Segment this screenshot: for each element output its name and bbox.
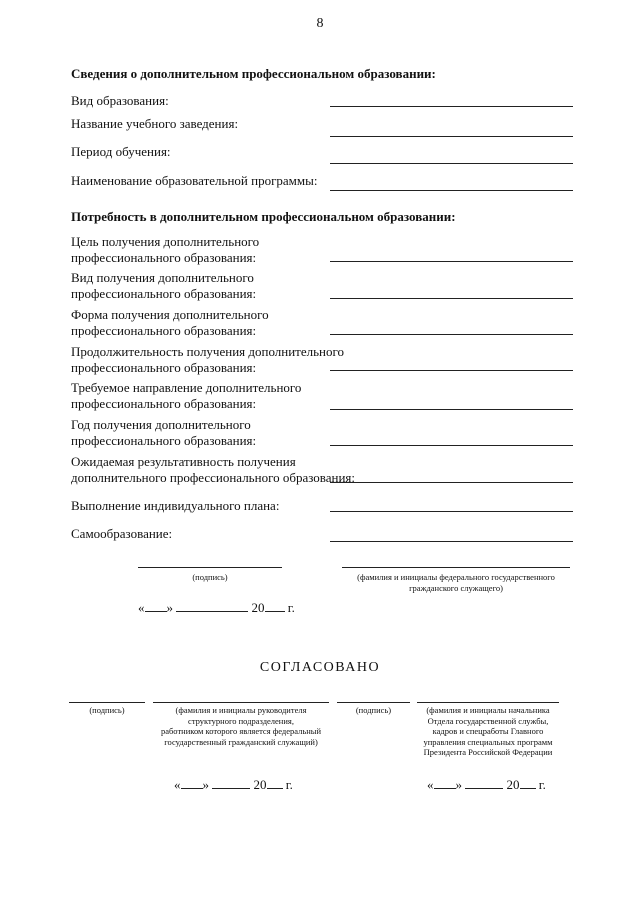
field-label-expected-result [71, 454, 355, 486]
caption-line: Президента Российской Федерации [423, 747, 553, 757]
field-label-line: профессионального образования: [71, 250, 257, 265]
field-label-line: Цель получения дополнительного [71, 234, 260, 249]
page-number: 8 [316, 16, 324, 31]
signature-caption: (подпись) [192, 572, 228, 582]
field-label-line: Форма получения дополнительного [71, 307, 269, 322]
field-label-self-education: Самообразование: [71, 526, 173, 541]
month-blank[interactable] [465, 777, 503, 789]
name-line-right[interactable] [417, 702, 559, 703]
date-field-right[interactable] [427, 777, 546, 793]
caption-line: государственный гражданский служащий) [164, 736, 318, 747]
field-label-line: профессионального образования: [71, 286, 257, 301]
date-field-left[interactable] [174, 777, 293, 793]
field-line-expected-result[interactable] [330, 482, 573, 483]
field-label-kind [71, 270, 256, 302]
day-blank[interactable] [434, 777, 456, 789]
close-quote: » [166, 600, 173, 615]
caption-line: гражданского служащего) [409, 582, 503, 593]
signature-line-right[interactable] [337, 702, 410, 703]
field-label-program-name: Наименование образовательной программы: [71, 173, 318, 188]
caption-line: (фамилия и инициалы начальника [426, 705, 550, 715]
year-suffix: г. [538, 777, 546, 792]
field-label-line: Вид получения дополнительного [71, 270, 254, 285]
open-quote: « [427, 777, 434, 792]
year-prefix: 20 [253, 777, 267, 792]
field-label-line: Продолжительность получения дополнительного [71, 344, 345, 359]
year-suffix: г. [287, 600, 295, 615]
year-prefix: 20 [251, 600, 265, 615]
field-label-duration [71, 344, 344, 376]
field-line-duration[interactable] [330, 370, 573, 371]
date-field[interactable] [138, 600, 295, 616]
name-line-left[interactable] [153, 702, 329, 703]
year-suffix: г. [285, 777, 293, 792]
field-label-form [71, 307, 269, 339]
field-label-study-period: Период обучения: [71, 144, 171, 159]
caption-line: работником которого является федеральный [160, 726, 322, 736]
caption-line: кадров и спецработы Главного [432, 726, 544, 736]
field-label-line: Требуемое направление дополнительного [71, 380, 302, 395]
field-line-institution-name[interactable] [330, 136, 573, 137]
field-line-goal[interactable] [330, 261, 573, 262]
field-label-direction [71, 380, 301, 412]
year-prefix: 20 [506, 777, 520, 792]
name-caption-right [410, 705, 566, 758]
field-line-year[interactable] [330, 445, 573, 446]
caption-line: Отдела государственной службы, [427, 715, 549, 726]
field-line-self-education[interactable] [330, 541, 573, 542]
year-blank[interactable] [520, 777, 536, 789]
field-line-direction[interactable] [330, 409, 573, 410]
close-quote: » [455, 777, 462, 792]
close-quote: » [202, 777, 209, 792]
day-blank[interactable] [145, 600, 167, 612]
field-label-line: профессионального образования: [71, 433, 257, 448]
name-line[interactable] [342, 567, 570, 568]
field-label-year [71, 417, 256, 449]
field-line-individual-plan[interactable] [330, 511, 573, 512]
field-line-form[interactable] [330, 334, 573, 335]
field-label-line: профессионального образования: [71, 396, 257, 411]
field-label-individual-plan: Выполнение индивидуального плана: [71, 498, 280, 513]
signature-line[interactable] [138, 567, 282, 568]
day-blank[interactable] [181, 777, 203, 789]
field-line-kind[interactable] [330, 298, 573, 299]
field-label-line: профессионального образования: [71, 360, 257, 375]
year-blank[interactable] [267, 777, 283, 789]
signature-caption-left: (подпись) [89, 705, 125, 715]
field-line-program-name[interactable] [330, 190, 573, 191]
field-line-study-period[interactable] [330, 163, 573, 164]
section-heading-additional-education: Сведения о дополнительном профессиональном образовании: [71, 66, 436, 81]
signature-line-left[interactable] [69, 702, 145, 703]
month-blank[interactable] [176, 600, 248, 612]
field-line-education-type[interactable] [330, 106, 573, 107]
field-label-line: Ожидаемая результативность получения [71, 454, 296, 469]
month-blank[interactable] [212, 777, 250, 789]
open-quote: « [138, 600, 145, 615]
caption-line: управления специальных программ [423, 736, 553, 747]
name-caption-left [148, 705, 334, 747]
section-heading-education-needs: Потребность в дополнительном профессиональном образовании: [71, 209, 456, 224]
field-label-institution-name: Название учебного заведения: [71, 116, 239, 131]
year-blank[interactable] [265, 600, 285, 612]
field-label-education-type: Вид образования: [71, 93, 169, 108]
open-quote: « [174, 777, 181, 792]
name-caption [330, 572, 582, 593]
caption-line: (фамилия и инициалы руководителя [175, 705, 307, 715]
field-label-line: Год получения дополнительного [71, 417, 251, 432]
caption-line: (фамилия и инициалы федерального государственного [357, 572, 555, 582]
field-label-line: дополнительного профессионального образования: [71, 470, 356, 485]
field-label-line: профессионального образования: [71, 323, 257, 338]
signature-caption-right: (подпись) [355, 705, 392, 715]
caption-line: структурного подразделения, [188, 715, 294, 726]
approved-title: СОГЛАСОВАНО [259, 660, 381, 675]
field-label-goal [71, 234, 259, 266]
